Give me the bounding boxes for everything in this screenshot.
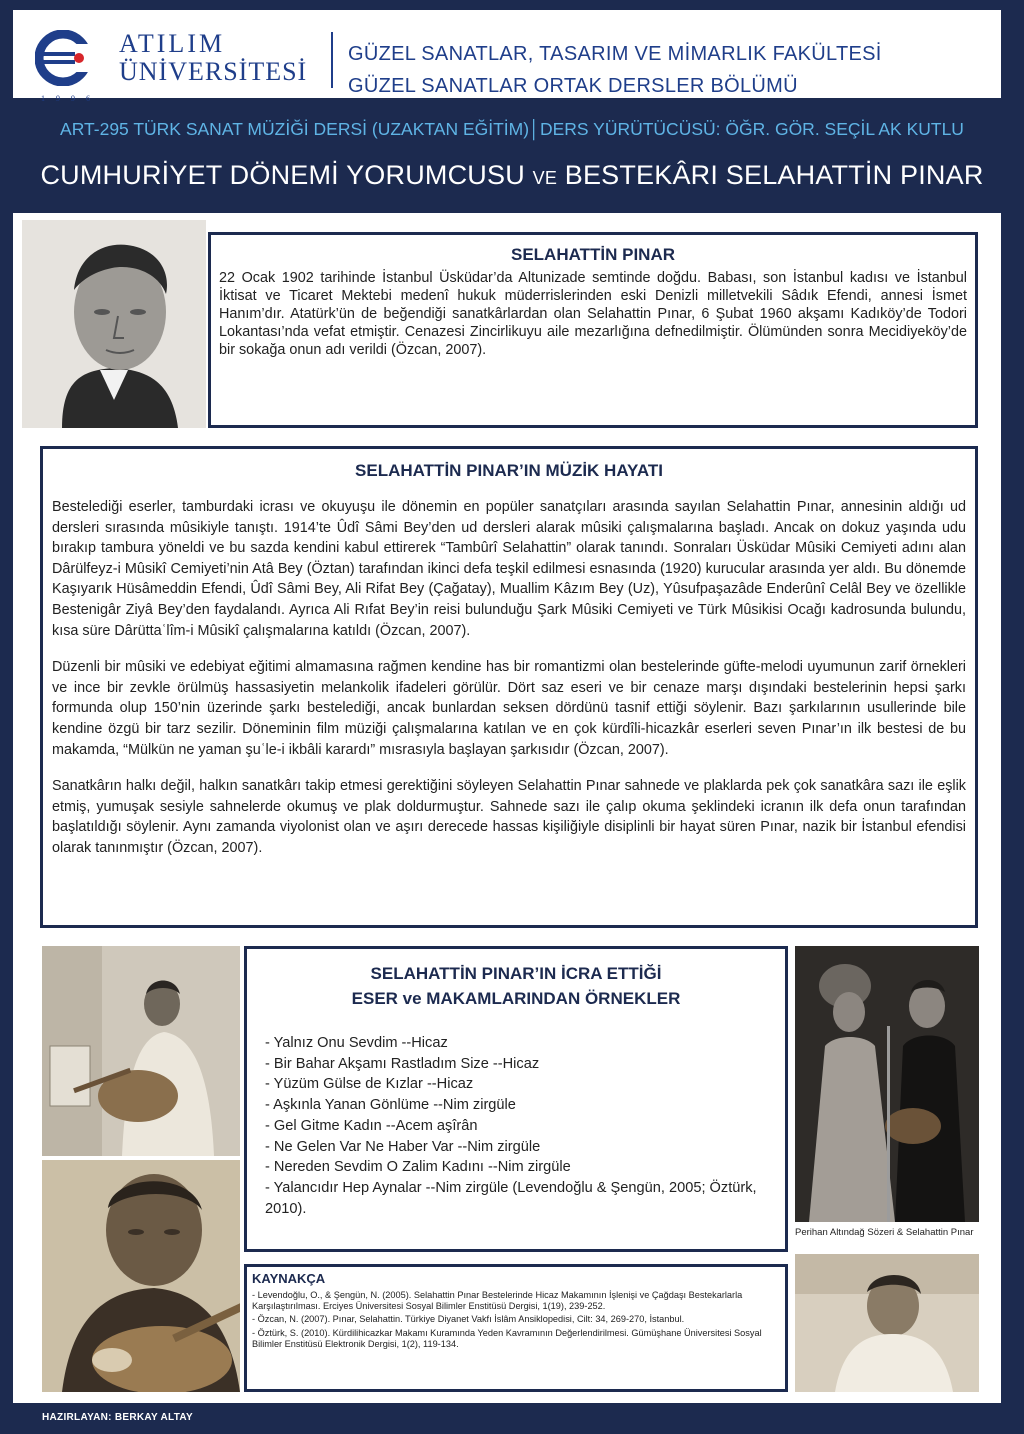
music-life-box [40,446,978,928]
faculty-block [348,38,882,102]
references-box [244,1264,788,1392]
works-heading-line1: SELAHATTİN PINAR’IN İCRA ETTİĞİ [370,964,662,983]
work-item: - Ne Gelen Var Ne Haber Var --Nim zirgüle [265,1138,541,1155]
music-life-paragraph: Düzenli bir mûsiki ve edebiyat eğitimi almamasına rağmen kendine has bir romantizmi olan bestelerinde güfte-melodi uyumunun zarif örnekleri ve ince bir zevkle örülmüş hassasiyetin melankolik ifadeleri görülür. Dört saz eseri ve bir cenaze marşı dışındaki bestelerinin hepsi şarkı formunda olup 150’nin üzerinde şarkı bestelediği, ancak bunlardan seksen dördünü tasnif ettiği söylenir. Bazı şarkılarının usullerinde bile kendine özgü bir tarz sezilir. Döneminin film müziği çalışmalarına katılan ve en çok kürdîli-hicazkâr eserleri seven Pınar’ın ilk bestesi de bu makamda, “Mülkün ne yaman şuʿle-i ikbâli karardı” mısrasıyla başlayan şarkısıdır (Özcan, 2007). [52,659,966,758]
prepared-by: HAZIRLAYAN: BERKAY ALTAY [42,1412,193,1423]
university-name-line1: ATILIM [119,29,226,58]
university-logo [35,30,105,86]
work-item: - Bir Bahar Akşamı Rastladım Size --Hicaz [265,1055,540,1072]
works-heading [259,961,773,1011]
poster-title [0,160,1024,191]
university-name-line2: ÜNİVERSİTESİ [119,57,308,86]
photo-caption: Perihan Altındağ Sözeri & Selahattin Pınar [795,1227,974,1238]
course-info: ART-295 TÜRK SANAT MÜZİĞİ DERSİ (UZAKTAN EĞİTİM)│DERS YÜRÜTÜCÜSÜ: ÖĞR. GÖR. SEÇİL AK KUTLU [60,119,964,139]
photo-stage-duet [795,946,979,1222]
music-life-paragraph: Sanatkârın halkı değil, halkın sanatkârı takip etmesi gerektiğini söyleyen Selahattin Pınar sahnede ve plaklarda pek çok sanatkâra sazı ile eşlik etmiş, yumuşak sesiyle sahnelerde okumuş ve plak doldurmuştur. Sahnede sazı ile çalıp okuma şeklindeki icranın ilk defa onun tarafından başlatıldığı söylenir. Aynı zamanda viyolonist olan ve aşırı derecede hassas kişiliğiyle disiplinli bir hayat süren Pınar, nazik bir İstanbul efendisi olarak tanınmıştır (Özcan, 2007). [52,778,966,856]
university-name [119,30,307,86]
work-item: - Nereden Sevdim O Zalim Kadını --Nim zirgüle [265,1159,571,1176]
reference-item: - Levendoğlu, O., & Şengün, N. (2005). Selahattin Pınar Bestelerinde Hicaz Makamının İşlenişi ve Çağdaşı Bestekarlarla Karşılaştırılması. Erciyes Üniversitesi Sosyal Bilimler Enstitüsü Dergisi, 1(19), 239-252. [252,1290,743,1312]
reference-item: - Öztürk, S. (2010). Kürdilihicazkar Makamı Kuramında Yeden Kavramının Değerlendirilmesi. Gümüşhane Üniversitesi Sosyal Bilimler Enstitüsü Elektronik Dergisi, 1(2), 119-134. [252,1327,762,1349]
music-life-paragraph: Bestelediği eserler, tamburdaki icrası ve okuyuşu ile dönemin en popüler sanatçıları arasında sayılan Selahattin Pınar, annesinin aldığı ud dersleri sırasında mûsikiyle tanıştı. 1914’te Ûdî Sâmi Bey’den ud dersleri alarak mûsiki çalışmalarına başladı. Ancak on dokuz yaşında udu bırakıp tambura yöneldi ve bu sazda kendini kabul ettirerek “Tambûrî Selahattin” olarak tanındı. Sonraları Üsküdar Mûsiki Cemiyeti adını alan Dârülfeyz-i Mûsikî Cemiyeti’nin Atâ Bey (Öztan) tarafından ikinci defa teşkil edilmesi esnasında (1920) kurucular arasında yer aldı. Bu dönemde Kaşıyarık Hüsâmeddin Efendi, Ûdî Sâmi Bey, Ali Rifat Bey (Çağatay), Muallim Kâzım Bey (Uz), Yûsufpaşazâde Enderûnî Celâl Bey ve özellikle Bestenigâr Ziyâ Bey’den faydalandı. Ayrıca Ali Rıfat Bey’in reisi bulunduğu Şark Mûsiki Cemiyeti ve Türk Mûsikisi Ocağı kadrosunda bulundu, kısa süre Dârüttaʿlîm-i Mûsikî çalışmalarına katıldı (Özcan, 2007). [52,499,966,639]
work-item: - Aşkınla Yanan Gönlüme --Nim zirgüle [265,1097,516,1114]
music-life-heading: SELAHATTİN PINAR’IN MÜZİK HAYATI [355,461,663,480]
photo-seated-with-instrument [42,946,240,1156]
work-item: - Yalancıdır Hep Aynalar --Nim zirgüle (Levendoğlu & Şengün, 2005; Öztürk, 2010). [265,1179,757,1217]
photo-portrait-seated [795,1254,979,1392]
header-divider [331,32,333,88]
biography-text: 22 Ocak 1902 tarihinde İstanbul Üsküdar’da Altunizade semtinde doğdu. Babası, son İstanbul kadısı ve İstanbul İktisat ve Ticaret Mektebi medenî hukuk müderrislerinden eski Denizli milletvekili Sâdık Efendi, annesi İsmet Hanım’dır. Atatürk’ün de beğendiği sanatkârlardan olan Selahattin Pınar, 6 Şubat 1960 akşamı Kadıköy’de Todori Lokantası’nda vefat etmiştir. Cenazesi Zincirlikuyu aile mezarlığına defnedilmiştir. Ölümünden sonra Mecidiyeköy’de bir sokağa onun adı verildi (Özcan, 2007). [219,270,967,358]
work-item: - Yalnız Onu Sevdim --Hicaz [265,1035,448,1051]
reference-item: - Özcan, N. (2007). Pınar, Selahattin. Türkiye Diyanet Vakfı İslâm Ansiklopedisi, Cilt: 34, 269-270, İstanbul. [252,1314,685,1325]
biography-heading: SELAHATTİN PINAR [510,245,675,264]
biography-box [208,232,978,428]
title-part1: CUMHURİYET DÖNEMİ YORUMCUSU [40,160,525,190]
photo-playing-instrument [42,1160,240,1392]
founding-year: 1996 [41,94,101,103]
works-heading-line2: ESER ve MAKAMLARINDAN ÖRNEKLER [351,989,681,1008]
works-list [259,1033,773,1219]
works-box [244,946,788,1252]
title-conjunction: VE [532,168,558,188]
work-item: - Gel Gitme Kadın --Acem aşîrân [265,1117,478,1134]
header-bar [13,10,1001,103]
faculty-name: GÜZEL SANATLAR, TASARIM VE MİMARLIK FAKÜLTESİ [348,43,882,65]
title-part2: BESTEKÂRI SELAHATTİN PINAR [564,160,984,190]
department-name: GÜZEL SANATLAR ORTAK DERSLER BÖLÜMÜ [348,75,798,97]
work-item: - Yüzüm Gülse de Kızlar --Hicaz [265,1076,474,1093]
references-heading: KAYNAKÇA [252,1271,326,1286]
portrait-photo [22,220,206,428]
